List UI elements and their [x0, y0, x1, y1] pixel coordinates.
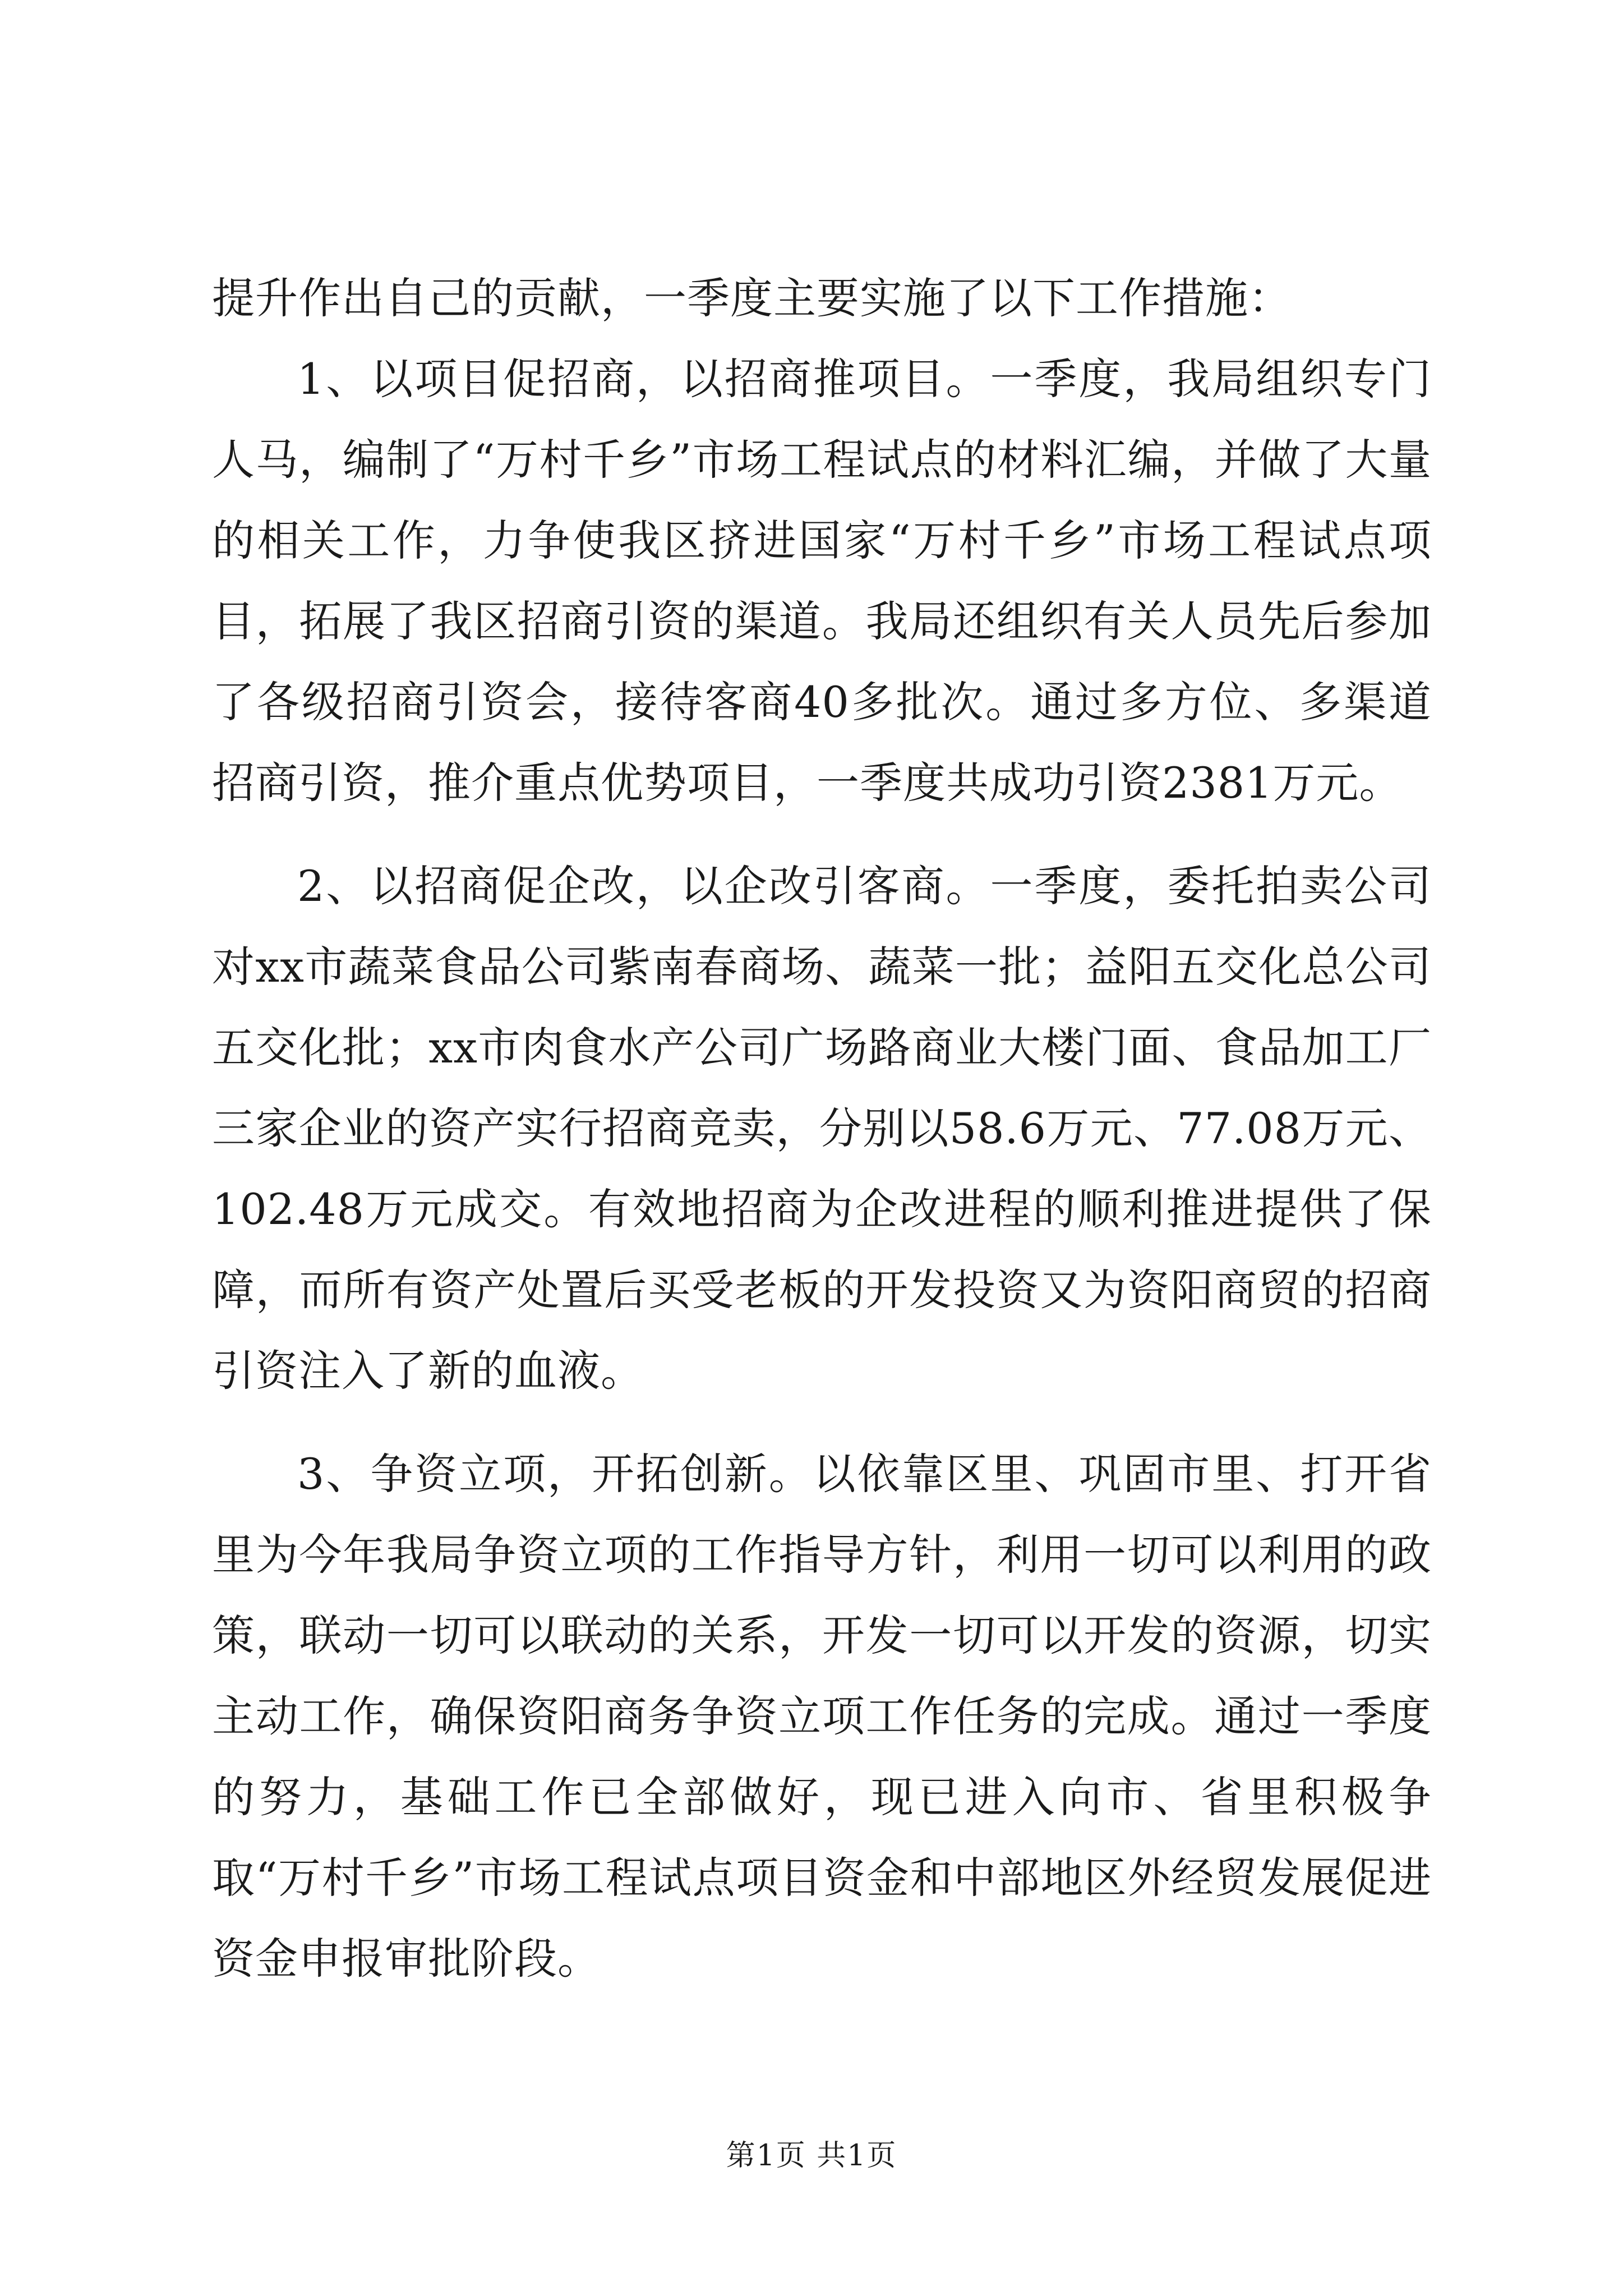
paragraph-item-3: 3、争资立项，开拓创新。以依靠区里、巩固市里、打开省里为今年我局争资立项的工作指导方针，利用一切可以利用的政策，联动一切可以联动的关系，开发一切可以开发的资源，切实主动工作，确保资阳商务争资立项工作任务的完成。通过一季度的努力，基础工作已全部做好，现已进入向市、省里积极争取“万村千乡”市场工程试点项目资金和中部地区外经贸发展促进资金申报审批阶段。 [212, 1449, 1432, 1984]
paragraph-item-2: 2、以招商促企改，以企改引客商。一季度，委托拍卖公司对xx市蔬菜食品公司紫南春商场、蔬菜一批；益阳五交化总公司五交化批；xx市肉食水产公司广场路商业大楼门面、食品加工厂三家企业的资产实行招商竞卖，分别以58.6万元、77.08万元、102.48万元成交。有效地招商为企改进程的顺利推进提供了保障，而所有资产处置后买受老板的开发投资又为资阳商贸的招商引资注入了新的血液。 [212, 861, 1432, 1396]
document-body [212, 258, 1432, 1999]
paragraph-item-1: 1、以项目促招商，以招商推项目。一季度，我局组织专门人马，编制了“万村千乡”市场工程试点的材料汇编，并做了大量的相关工作，力争使我区挤进国家“万村千乡”市场工程试点项目，拓展了我区招商引资的渠道。我局还组织有关人员先后参加了各级招商引资会，接待客商40多批次。通过多方位、多渠道招商引资，推介重点优势项目，一季度共成功引资2381万元。 [212, 354, 1432, 808]
paragraph-intro-continuation: 提升作出自己的贡献，一季度主要实施了以下工作措施： [212, 273, 1292, 323]
page-number-footer: 第1页 共1页 [726, 2139, 897, 2173]
